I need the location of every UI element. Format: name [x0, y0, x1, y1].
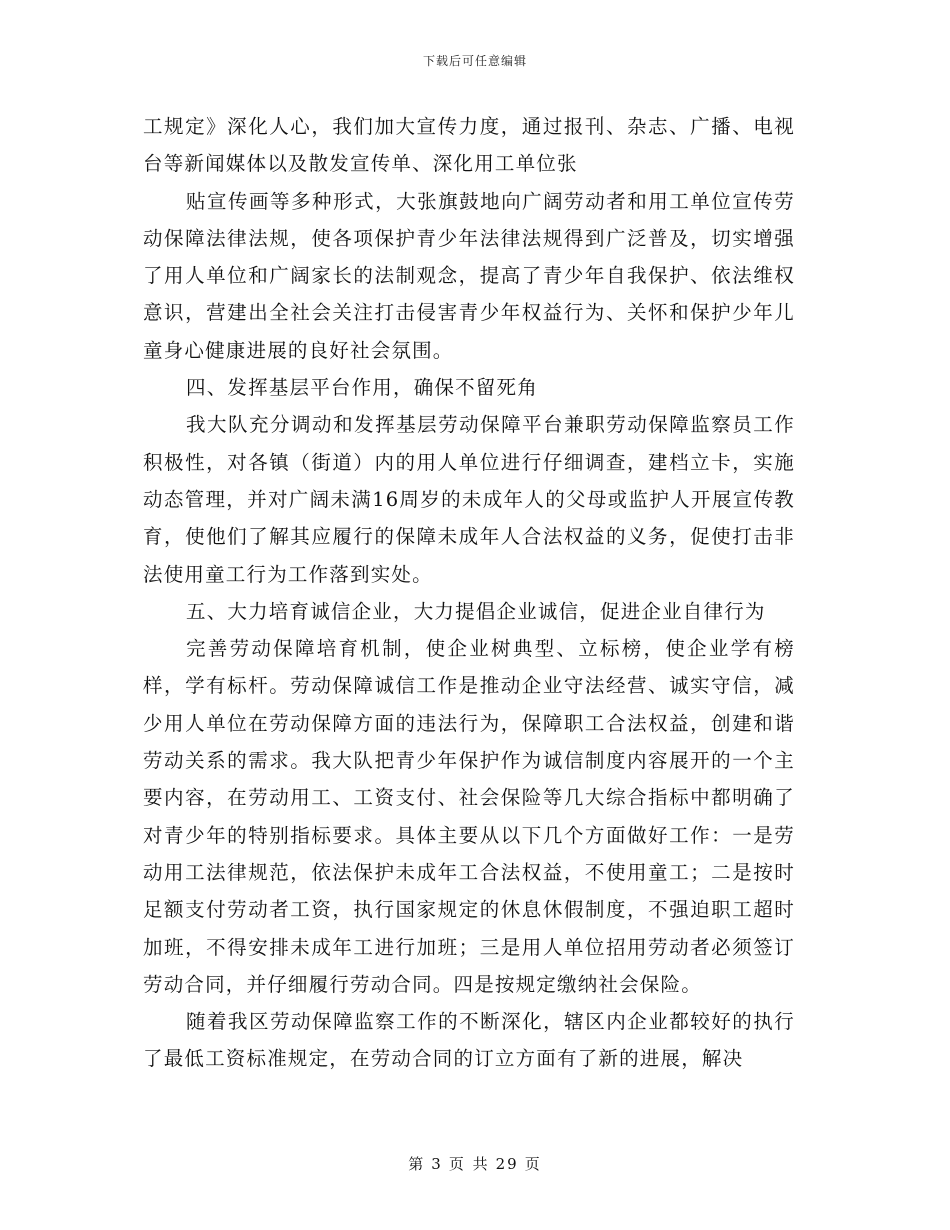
page-header: 下载后可任意编辑: [422, 54, 527, 68]
paragraph-publicity: 贴宣传画等多种形式，大张旗鼓地向广阔劳动者和用工单位宣传劳动保障法律法规，使各项保护青少年法律法规得到广泛普及，切实增强了用人单位和广阔家长的法制观念，提高了青少年自我保护、依法维权意识，营建出全社会关注打击侵害青少年权益行为、关怀和保护少年儿童身心健康进展的良好社会氛围。: [143, 189, 795, 362]
paragraph-progress: 随着我区劳动保障监察工作的不断深化，辖区内企业都较好的执行了最低工资标准规定，在劳动合同的订立方面有了新的进展，解决: [143, 1010, 795, 1071]
section-heading-5: 五、大力培育诚信企业，大力提倡企业诚信，促进企业自律行为: [186, 599, 766, 623]
footer-middle: 页 共: [448, 1155, 490, 1173]
section-heading-4: 四、发挥基层平台作用，确保不留死角: [186, 376, 538, 400]
document-body: [143, 108, 795, 1078]
paragraph-grassroots: 我大队充分调动和发挥基层劳动保障平台兼职劳动保障监察员工作积极性，对各镇（街道）内的用人单位进行仔细调查，建档立卡，实施动态管理，并对广阔未满16周岁的未成年人的父母或监护人开展宣传教育，使他们了解其应履行的保障未成年人合法权益的义务，促使打击非法使用童工行为工作落到实处。: [143, 413, 795, 586]
paragraph-integrity: 完善劳动保障培育机制，使企业树典型、立标榜，使企业学有榜样，学有标杆。劳动保障诚信工作是推动企业守法经营、诚实守信，减少用人单位在劳动保障方面的违法行为，保障职工合法权益，创建和谐劳动关系的需求。我大队把青少年保护作为诚信制度内容展开的一个主要内容，在劳动用工、工资支付、社会保险等几大综合指标中都明确了对青少年的特别指标要求。具体主要从以下几个方面做好工作：一是劳动用工法律规范，依法保护未成年工合法权益，不使用童工；二是按时足额支付劳动者工资，执行国家规定的休息休假制度，不强迫职工超时加班，不得安排未成年工进行加班；三是用人单位招用劳动者必须签订劳动合同，并仔细履行劳动合同。四是按规定缴纳社会保险。: [143, 637, 795, 996]
total-pages: 29: [495, 1155, 519, 1173]
page-number: 3: [431, 1155, 443, 1173]
footer-suffix: 页: [524, 1155, 542, 1173]
page-footer: [0, 1153, 950, 1174]
footer-prefix: 第: [408, 1155, 426, 1173]
paragraph-continued-1: 工规定》深化人心，我们加大宣传力度，通过报刊、杂志、广播、电视台等新闻媒体以及散发宣传单、深化用工单位张: [143, 115, 795, 176]
